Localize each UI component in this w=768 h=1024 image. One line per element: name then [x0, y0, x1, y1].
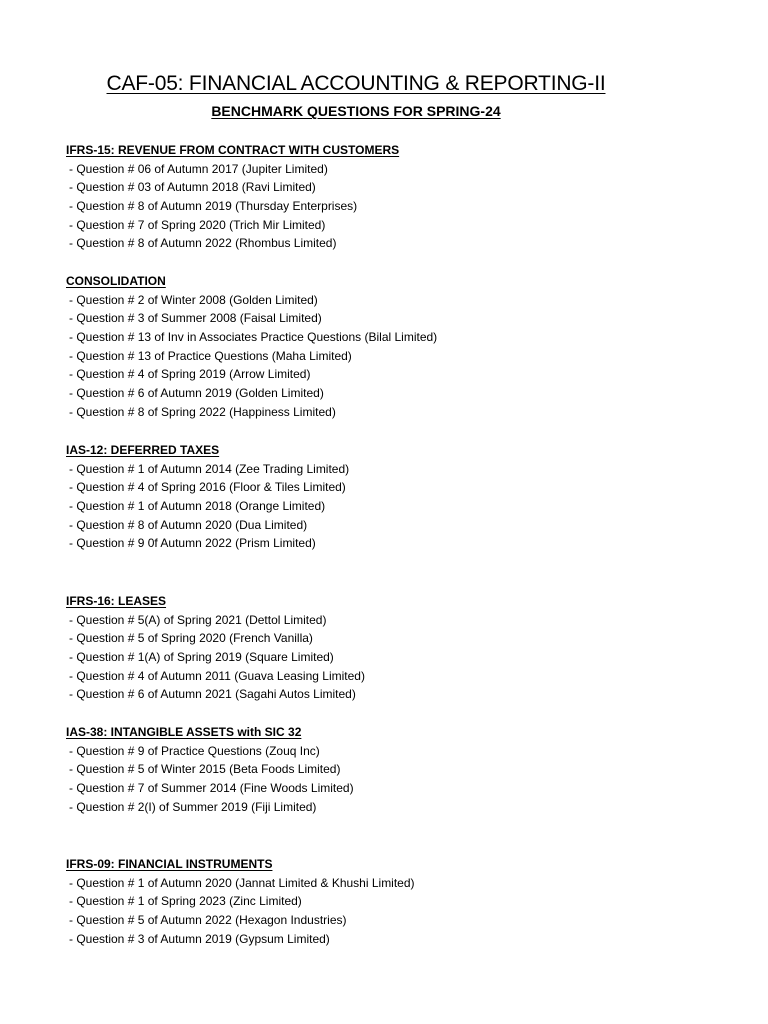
list-item: - Question # 8 of Autumn 2020 (Dua Limited) — [69, 517, 308, 532]
list-item: - Question # 7 of Spring 2020 (Trich Mir Limited) — [69, 217, 326, 232]
section-ifrs-16 — [66, 592, 365, 704]
list-item: - Question # 1 of Autumn 2018 (Orange Limited) — [69, 499, 326, 514]
list-item: - Question # 8 of Spring 2022 (Happiness Limited) — [69, 404, 336, 419]
list-item: - Question # 1 of Autumn 2020 (Jannat Limited & Khushi Limited) — [69, 875, 415, 890]
section-heading: IFRS-15: REVENUE FROM CONTRACT WITH CUSTOMERS — [66, 143, 400, 157]
section-ifrs-09 — [66, 855, 415, 948]
section-ias-12 — [66, 441, 349, 553]
document-title: CAF-05: FINANCIAL ACCOUNTING & REPORTING-II — [106, 72, 606, 95]
list-item: - Question # 1 of Spring 2023 (Zinc Limited) — [69, 894, 302, 909]
list-item: - Question # 7 of Summer 2014 (Fine Woods Limited) — [69, 781, 354, 796]
list-item: - Question # 4 of Autumn 2011 (Guava Leasing Limited) — [69, 668, 365, 683]
section-heading: IAS-38: INTANGIBLE ASSETS with SIC 32 — [66, 725, 302, 739]
document-subtitle: BENCHMARK QUESTIONS FOR SPRING-24 — [211, 103, 501, 119]
list-item: - Question # 13 of Inv in Associates Practice Questions (Bilal Limited) — [69, 330, 438, 345]
list-item: - Question # 8 of Autumn 2022 (Rhombus Limited) — [69, 236, 337, 251]
list-item: - Question # 3 of Autumn 2019 (Gypsum Limited) — [69, 931, 330, 946]
section-ifrs-15 — [66, 141, 399, 253]
list-item: - Question # 5 of Winter 2015 (Beta Foods Limited) — [69, 762, 341, 777]
section-heading: IAS-12: DEFERRED TAXES — [66, 443, 220, 457]
list-item: - Question # 5 of Spring 2020 (French Vanilla) — [69, 631, 313, 646]
list-item: - Question # 3 of Summer 2008 (Faisal Limited) — [69, 311, 322, 326]
list-item: - Question # 13 of Practice Questions (Maha Limited) — [69, 348, 352, 363]
list-item: - Question # 2 of Winter 2008 (Golden Limited) — [69, 292, 318, 307]
list-item: - Question # 5 of Autumn 2022 (Hexagon Industries) — [69, 913, 347, 928]
section-heading: IFRS-09: FINANCIAL INSTRUMENTS — [66, 857, 273, 871]
list-item: - Question # 9 of Practice Questions (Zouq Inc) — [69, 743, 320, 758]
section-ias-38 — [66, 723, 354, 816]
list-item: - Question # 8 of Autumn 2019 (Thursday Enterprises) — [69, 199, 358, 214]
section-consolidation — [66, 272, 437, 422]
list-item: - Question # 4 of Spring 2019 (Arrow Limited) — [69, 367, 311, 382]
list-item: - Question # 1(A) of Spring 2019 (Square Limited) — [69, 650, 334, 665]
list-item: - Question # 2(I) of Summer 2019 (Fiji Limited) — [69, 799, 317, 814]
list-item: - Question # 9 0f Autumn 2022 (Prism Limited) — [69, 536, 316, 551]
list-item: - Question # 06 of Autumn 2017 (Jupiter Limited) — [69, 161, 328, 176]
list-item: - Question # 03 of Autumn 2018 (Ravi Limited) — [69, 180, 316, 195]
list-item: - Question # 5(A) of Spring 2021 (Dettol Limited) — [69, 612, 327, 627]
section-heading: IFRS-16: LEASES — [66, 594, 167, 608]
list-item: - Question # 4 of Spring 2016 (Floor & Tiles Limited) — [69, 480, 346, 495]
section-heading: CONSOLIDATION — [66, 274, 166, 288]
list-item: - Question # 6 of Autumn 2021 (Sagahi Autos Limited) — [69, 687, 356, 702]
list-item: - Question # 1 of Autumn 2014 (Zee Trading Limited) — [69, 461, 350, 476]
list-item: - Question # 6 of Autumn 2019 (Golden Limited) — [69, 386, 324, 401]
